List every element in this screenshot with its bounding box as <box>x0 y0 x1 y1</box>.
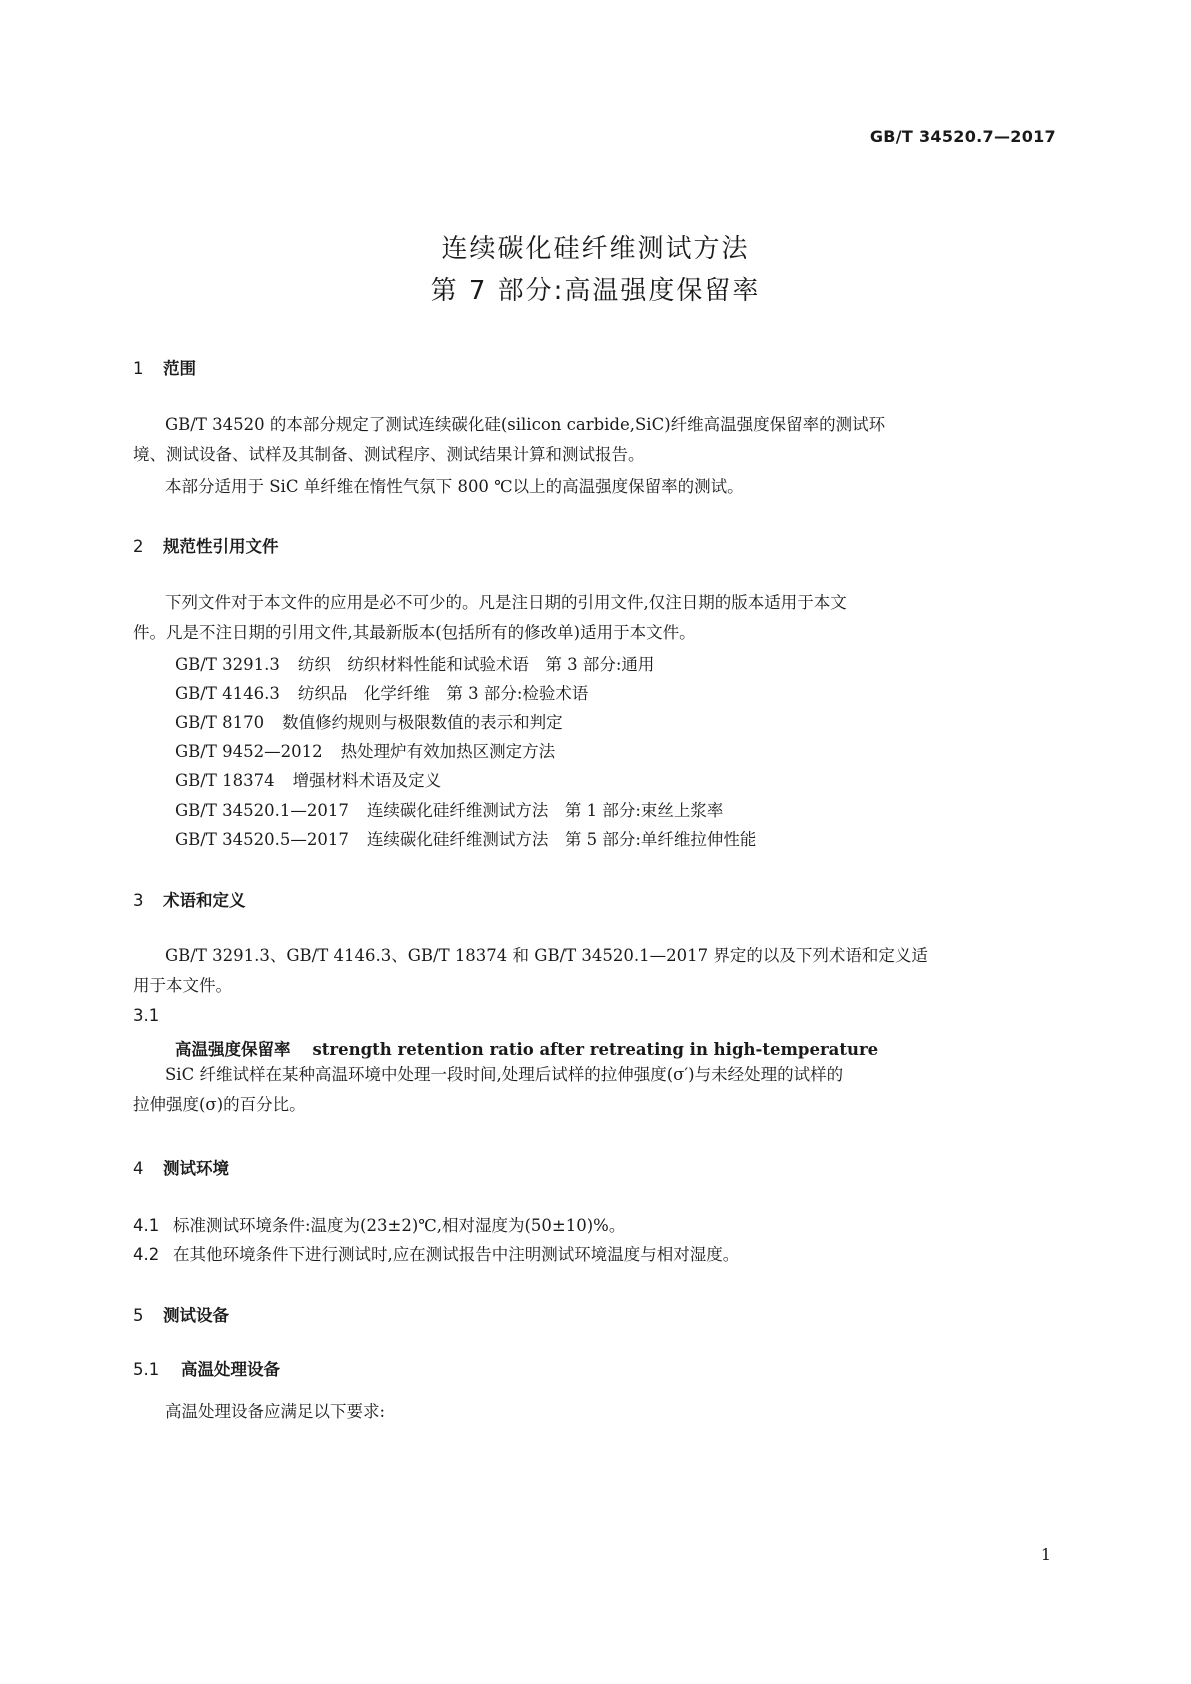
paragraph-line: 用于本文件。 <box>133 976 232 995</box>
reference-code: GB/T 8170 <box>175 713 265 732</box>
paragraph-line: 拉伸强度(σ)的百分比。 <box>133 1095 306 1114</box>
section-title: 范围 <box>163 359 196 378</box>
section-number: 1 <box>133 359 144 378</box>
reference-title: 连续碳化硅纤维测试方法 第 1 部分:束丝上浆率 <box>366 801 724 820</box>
clause-4-1 <box>133 1212 625 1236</box>
reference-title: 纺织品 化学纤维 第 3 部分:检验术语 <box>297 684 589 703</box>
reference-title: 热处理炉有效加热区测定方法 <box>340 742 556 761</box>
paragraph-line: GB/T 3291.3、GB/T 4146.3、GB/T 18374 和 GB/T 34520.1—2017 界定的以及下列术语和定义适 <box>165 946 928 965</box>
reference-code: GB/T 18374 <box>175 771 275 790</box>
reference-code: GB/T 4146.3 <box>175 684 280 703</box>
reference-code: GB/T 34520.5—2017 <box>175 830 349 849</box>
subsection-5-1-heading <box>133 1356 280 1380</box>
reference-title: 数值修约规则与极限数值的表示和判定 <box>282 713 563 732</box>
term-entry <box>175 1036 878 1060</box>
section-number: 2 <box>133 537 144 556</box>
normative-reference <box>175 767 441 791</box>
section-5-heading <box>133 1302 229 1326</box>
normative-reference <box>175 738 555 762</box>
section-3-heading <box>133 887 246 911</box>
section-3-paragraph-1 <box>133 941 1058 1001</box>
section-title: 测试环境 <box>163 1159 229 1178</box>
reference-code: GB/T 3291.3 <box>175 655 280 674</box>
normative-reference <box>175 797 723 821</box>
normative-reference <box>175 680 588 704</box>
term-chinese: 高温强度保留率 <box>175 1040 291 1059</box>
paragraph-line: 件。凡是不注日期的引用文件,其最新版本(包括所有的修改单)适用于本文件。 <box>133 623 696 642</box>
section-1-heading <box>133 355 196 379</box>
title-line-1: 连续碳化硅纤维测试方法 <box>441 234 750 264</box>
paragraph-line: 境、测试设备、试样及其制备、测试程序、测试结果计算和测试报告。 <box>133 445 645 464</box>
page-number: 1 <box>1040 1545 1051 1564</box>
reference-title: 连续碳化硅纤维测试方法 第 5 部分:单纤维拉伸性能 <box>366 830 757 849</box>
reference-code: GB/T 34520.1—2017 <box>175 801 349 820</box>
subsection-title: 高温处理设备 <box>181 1360 280 1379</box>
normative-reference <box>175 651 654 675</box>
clause-number: 4.1 <box>133 1216 160 1235</box>
clause-4-2 <box>133 1241 739 1265</box>
section-4-heading <box>133 1155 229 1179</box>
clause-number: 4.2 <box>133 1245 160 1264</box>
normative-reference <box>175 709 563 733</box>
document-title <box>0 228 1191 312</box>
section-title: 测试设备 <box>163 1306 229 1325</box>
reference-title: 增强材料术语及定义 <box>292 771 442 790</box>
reference-code: GB/T 9452—2012 <box>175 742 323 761</box>
section-1-paragraph-2: 本部分适用于 SiC 单纤维在惰性气氛下 800 ℃以上的高温强度保留率的测试。 <box>165 477 744 496</box>
term-number: 3.1 <box>133 1006 160 1025</box>
reference-title: 纺织 纺织材料性能和试验术语 第 3 部分:通用 <box>297 655 655 674</box>
paragraph-line: 下列文件对于本文件的应用是必不可少的。凡是注日期的引用文件,仅注日期的版本适用于本文 <box>165 593 847 612</box>
paragraph-line: GB/T 34520 的本部分规定了测试连续碳化硅(silicon carbide,SiC)纤维高温强度保留率的测试环 <box>165 415 886 434</box>
section-1-paragraph-1 <box>133 410 1058 470</box>
section-title: 术语和定义 <box>163 891 246 910</box>
section-number: 4 <box>133 1159 144 1178</box>
section-2-heading <box>133 533 279 557</box>
section-2-paragraph-1 <box>133 588 1058 648</box>
subsection-number: 5.1 <box>133 1360 160 1379</box>
paragraph-line: SiC 纤维试样在某种高温环境中处理一段时间,处理后试样的拉伸强度(σ′)与未经处理的试样的 <box>165 1065 844 1084</box>
clause-text: 在其他环境条件下进行测试时,应在测试报告中注明测试环境温度与相对湿度。 <box>173 1245 740 1264</box>
section-number: 5 <box>133 1306 144 1325</box>
standard-code: GB/T 34520.7—2017 <box>869 127 1056 146</box>
term-english: strength retention ratio after retreating in high-temperature <box>312 1040 879 1059</box>
section-title: 规范性引用文件 <box>163 537 279 556</box>
section-number: 3 <box>133 891 144 910</box>
term-definition <box>133 1060 1058 1120</box>
normative-reference <box>175 826 756 850</box>
section-5-1-paragraph: 高温处理设备应满足以下要求: <box>165 1402 386 1421</box>
clause-text: 标准测试环境条件:温度为(23±2)℃,相对湿度为(50±10)%。 <box>173 1216 626 1235</box>
title-line-2: 第 7 部分:高温强度保留率 <box>430 276 761 306</box>
